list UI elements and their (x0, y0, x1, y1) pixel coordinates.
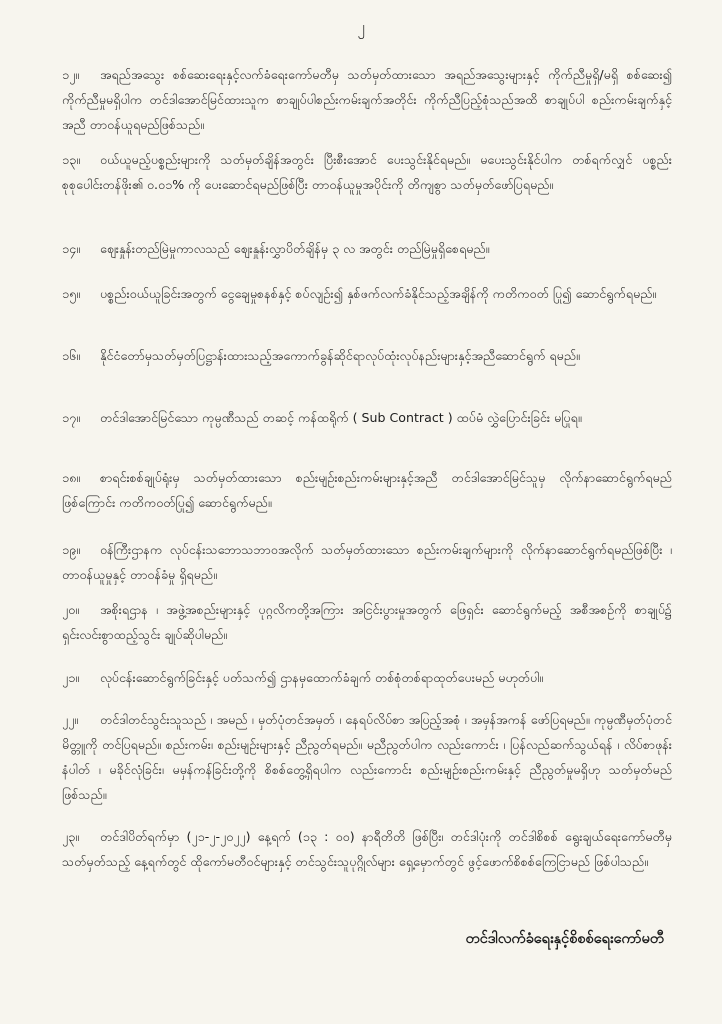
clause-19 (62, 537, 672, 587)
clause-22 (62, 707, 672, 807)
clause-17 (62, 405, 672, 430)
page-number: ၂ (357, 18, 365, 36)
clause-number: ၂၃။ (62, 829, 80, 844)
clause-text: ပစ္စည်းဝယ်ယူခြင်းအတွက် ငွေချေမှုစနစ်နှင့် စပ်လျဉ်း၍ နှစ်ဖက်လက်ခံနိုင်သည့်အချိန်ကို ကတိကဝတ် ပြု၍ ဆောင်ရွက်ရမည်။ (100, 286, 657, 301)
clause-text: အရည်အသွေး စစ်ဆေးရေးနှင့်လက်ခံရေးကော်မတီမှ သတ်မှတ်ထားသော အရည်အသွေးများနှင့် ကိုက်ညီမှုရှိ/မရှိ စစ်ဆေး၍ ကိုက်ညီမှုမရှိပါက တင်ဒါအောင်မြင်ထားသူက စာချုပ်ပါစည်းကမ်းချက်အတိုင်း ကိုက်ညီပြည့်စုံသည်အထိ စာချုပ်ပါ စည်းကမ်းချက်နှင့် အညီ တာဝန်ယူရမည်ဖြစ်သည်။ (62, 67, 672, 132)
clause-text: တင်ဒါအောင်မြင်သော ကုမ္ပဏီသည် တဆင့် ကန်ထရိုက် ( Sub Contract ) ထပ်မံ လွှဲပြောင်းခြင်း မပြုရ။ (100, 410, 582, 425)
clause-number: ၁၄။ (62, 241, 80, 256)
clause-text: တင်ဒါတင်သွင်းသူသည် ၊ အမည် ၊ မှတ်ပုံတင်အမှတ် ၊ နေရပ်လိပ်စာ အပြည့်အစုံ ၊ အမှန်အကန် ဖော်ပြရမည်။ ကုမ္ပဏီမှတ်ပုံတင်မိတ္တူကို တင်ပြရမည်။ စည်းကမ်း၊ စည်းမျဉ်းများနှင့် ညီညွတ်ရမည်။ မညီညွတ်ပါက လည်းကောင်း ၊ ပြန်လည်ဆက်သွယ်ရန် ၊ လိပ်စာဖုန်းနံပါတ် ၊ မခိုင်လုံခြင်း၊ မမှန်ကန်ခြင်းတို့ကို စိစစ်တွေ့ရှိရပါက လည်းကောင်း စည်းမျဉ်းစည်းကမ်းနှင့် ညီညွတ်မှုမရှိဟု သတ်မှတ်မည်ဖြစ်သည်။ (62, 712, 672, 802)
committee-signature: တင်ဒါလက်ခံရေးနှင့်စိစစ်ရေးကော်မတီ (465, 931, 664, 947)
clause-text: နိုင်ငံတော်မှသတ်မှတ်ပြဋ္ဌာန်းထားသည့်အကောက်ခွန်ဆိုင်ရာလုပ်ထုံးလုပ်နည်းများနှင့်အညီဆောင်ရွက် ရမည်။ (100, 348, 580, 363)
clause-text: အစိုးရဌာန ၊ အဖွဲ့အစည်းများနှင့် ပုဂ္ဂလိကတို့အကြား အငြင်းပွားမှုအတွက် ဖြေရှင်း ဆောင်ရွက်မည့် အစီအစဉ်ကို စာချုပ်၌ ရှင်းလင်းစွာထည့်သွင်း ချုပ်ဆိုပါမည်။ (62, 602, 672, 642)
clause-text: စာရင်းစစ်ချုပ်ရုံးမှ သတ်မှတ်ထားသော စည်းမျဉ်းစည်းကမ်းများနှင့်အညီ တင်ဒါအောင်မြင်သူမှ လိုက်နာဆောင်ရွက်ရမည်ဖြစ်ကြောင်း ကတိကဝတ်ပြု၍ ဆောင်ရွက်မည်။ (62, 470, 672, 510)
clause-number: ၁၈။ (62, 470, 81, 485)
clause-number: ၁၃။ (62, 152, 80, 167)
clause-number: ၁၆။ (62, 348, 80, 363)
clause-text: ဈေးနှုန်းတည်မြဲမှုကာလသည် ဈေးနှုန်းလွှာပိတ်ချိန်မှ ၃ လ အတွင်း တည်မြဲမှုရှိစေရမည်။ (100, 241, 490, 256)
clause-13 (62, 147, 672, 197)
clause-text: ဝယ်ယူမည့်ပစ္စည်းများကို သတ်မှတ်ချိန်အတွင်း ပြီးစီးအောင် ပေးသွင်းနိုင်ရမည်။ မပေးသွင်းနိုင်ပါက တစ်ရက်လျှင် ပစ္စည်း စုစုပေါင်းတန်ဖိုး၏ ၀.၀၁% ကို ပေးဆောင်ရမည်ဖြစ်ပြီး တာဝန်ယူမှုအပိုင်းကို တိကျစွာ သတ်မှတ်ဖော်ပြရမည်။ (62, 152, 672, 192)
clause-text: တင်ဒါပိတ်ရက်မှာ (၂၁-၂-၂၀၂၂) နေ့ရက် (၁၃ : ၀၀) နာရီတိတိ ဖြစ်ပြီး၊ တင်ဒါပုံးကို တင်ဒါစိစစ် ရွေးချယ်ရေးကော်မတီမှ သတ်မှတ်သည့် နေ့ရက်တွင် ထိုကော်မတီဝင်များနှင့် တင်သွင်းသူပုဂ္ဂိုလ်များ ရှေ့မှောက်တွင် ဖွင့်ဖောက်စိစစ်ကြေငြာမည် ဖြစ်ပါသည်။ (62, 829, 672, 869)
clause-number: ၂၂။ (62, 712, 79, 727)
clause-number: ၁၂။ (62, 67, 80, 82)
clause-23 (62, 824, 672, 874)
clause-number: ၁၉။ (62, 542, 80, 557)
clause-21 (62, 665, 672, 690)
clause-number: ၂၀။ (62, 602, 80, 617)
clause-number: ၁၇။ (62, 410, 80, 425)
clause-18 (62, 465, 672, 515)
clause-14 (62, 236, 672, 261)
clause-number: ၁၅။ (62, 286, 80, 301)
clause-number: ၂၁။ (62, 670, 80, 685)
clause-text: လုပ်ငန်းဆောင်ရွက်ခြင်းနှင့် ပတ်သက်၍ ဌာနမှထောက်ခံချက် တစ်စုံတစ်ရာထုတ်ပေးမည် မဟုတ်ပါ။ (100, 670, 544, 685)
clause-text: ဝန်ကြီးဌာနက လုပ်ငန်းသဘောသဘာဝအလိုက် သတ်မှတ်ထားသော စည်းကမ်းချက်များကို လိုက်နာဆောင်ရွက်ရမည်ဖြစ်ပြီး ၊ တာဝန်ယူမှုနှင့် တာဝန်ခံမှု ရှိရမည်။ (62, 542, 672, 582)
clause-20 (62, 597, 672, 647)
clause-15 (62, 281, 672, 306)
clause-12 (62, 62, 672, 137)
clause-16 (62, 343, 672, 368)
